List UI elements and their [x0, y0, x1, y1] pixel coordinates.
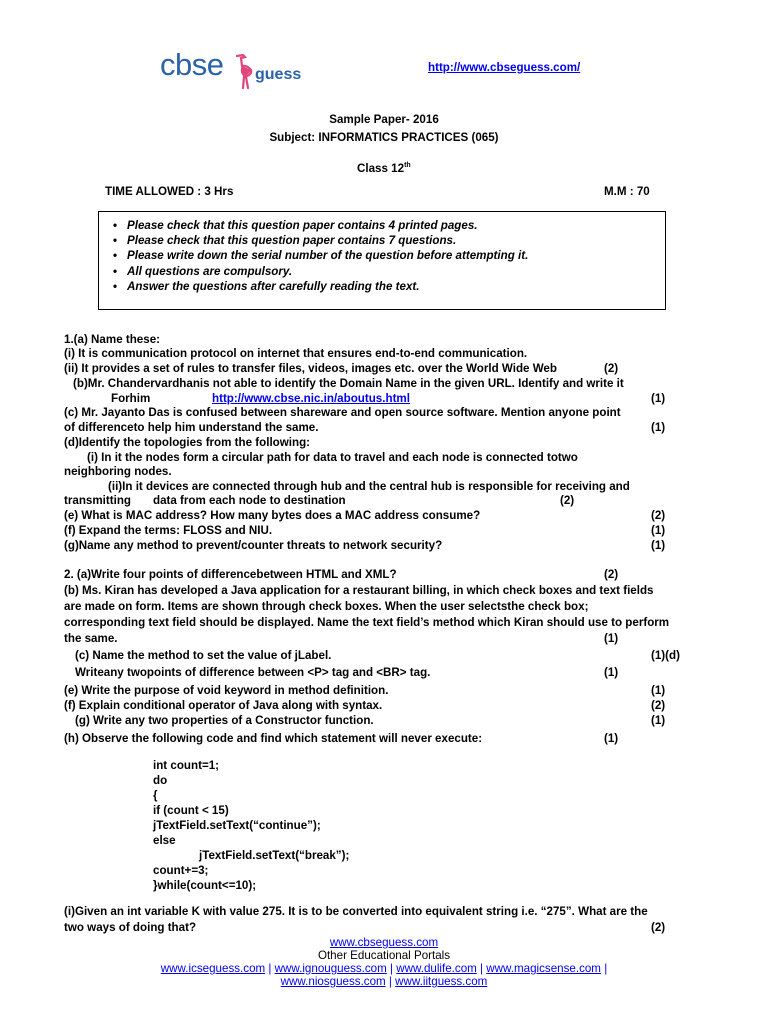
q2-d-marks: (1) [604, 666, 619, 679]
q1-c-marks: (1) [651, 421, 666, 434]
instruction-item: • Please write down the serial number of the question before attempting it. [127, 248, 665, 263]
q2-b-marks: (1) [604, 632, 619, 645]
footer-link[interactable]: www.icseguess.com [160, 962, 266, 975]
q1-d-marks: (2) [560, 494, 575, 507]
footer-separator: | [476, 962, 487, 975]
q1-d-ii-line2: transmitting [64, 494, 131, 507]
q1-g: (g)Name any method to prevent/counter threats to network security? [64, 539, 443, 552]
code-line: do [153, 774, 168, 787]
footer-link[interactable]: www.niosguess.com [280, 975, 386, 988]
code-line: int count=1; [153, 759, 220, 772]
q2-h-marks: (1) [604, 732, 619, 745]
q2-b-line2: are made on form. Items are shown through check boxes. When the user selectsthe check box; [64, 600, 589, 613]
code-line: { [153, 789, 158, 802]
q1-f: (f) Expand the terms: FLOSS and NIU. [64, 524, 273, 537]
q1-c-line2: of differenceto help him understand the same. [64, 421, 319, 434]
q2-f-marks: (2) [651, 699, 666, 712]
q2-d: Writeany twopoints of difference between <P> tag and <BR> tag. [75, 666, 431, 679]
max-marks: M.M : 70 [604, 185, 650, 198]
paper-subject: Subject: INFORMATICS PRACTICES (065) [269, 131, 499, 144]
footer-site [0, 936, 768, 949]
q1-d-head: (d)Identify the topologies from the following: [64, 436, 311, 449]
q2-e: (e) Write the purpose of void keyword in method definition. [64, 684, 389, 697]
q1-c-line1: (c) Mr. Jayanto Das is confused between shareware and open source software. Mention anyone point [64, 406, 621, 419]
code-line: else [153, 834, 176, 847]
q1-a-i: (i) It is communication protocol on internet that ensures end-to-end communication. [64, 347, 528, 360]
instruction-item: • Please check that this question paper contains 7 questions. [127, 233, 665, 248]
code-line: count+=3; [153, 864, 209, 877]
footer-site-link[interactable]: www.cbseguess.com [329, 936, 439, 949]
q1-b-url-link[interactable]: http://www.cbse.nic.in/aboutus.html [212, 392, 410, 405]
code-line: }while(count<=10); [153, 879, 257, 892]
footer-links-row-1 [0, 962, 768, 975]
q2-b-line4: the same. [64, 632, 118, 645]
q2-b-line3: corresponding text field should be displayed. Name the text field’s method which Kiran should use to perform [64, 616, 670, 629]
q1-b-line1: (b)Mr. Chandervardhanis not able to identify the Domain Name in the given URL. Identify and write it [73, 377, 624, 390]
footer-separator: | [265, 962, 275, 975]
footer-links-row-2 [0, 975, 768, 988]
q2-g-marks: (1) [651, 714, 666, 727]
q1-a-head: 1.(a) Name these: [64, 333, 161, 346]
time-allowed: TIME ALLOWED : 3 Hrs [105, 185, 234, 198]
q1-f-marks: (1) [651, 524, 666, 537]
footer-other-portals: Other Educational Portals [317, 949, 451, 962]
instructions-box [98, 211, 666, 310]
q2-i-marks: (2) [651, 921, 666, 934]
footer-link[interactable]: www.dulife.com [396, 962, 477, 975]
q1-d-ii-line2b: data from each node to destination [153, 494, 346, 507]
code-line: jTextField.setText(“continue”); [153, 819, 321, 832]
q2-c-marks: (1)(d) [651, 649, 680, 662]
logo-text: cbse [160, 47, 224, 82]
q1-b-line2-prefix: Forhim [111, 392, 151, 405]
footer-link[interactable]: www.ignouguess.com [274, 962, 387, 975]
q2-e-marks: (1) [651, 684, 666, 697]
q1-a-marks: (2) [604, 362, 619, 375]
code-line: jTextField.setText(“break”); [199, 849, 350, 862]
q1-g-marks: (1) [651, 539, 666, 552]
paper-class: Class 12th [357, 161, 411, 175]
code-line: if (count < 15) [153, 804, 229, 817]
q1-d-i-line2: neighboring nodes. [64, 465, 172, 478]
instruction-item: • Answer the questions after carefully reading the text. [127, 279, 665, 294]
q2-b-line1: (b) Ms. Kiran has developed a Java application for a restaurant billing, in which check boxes and text fields [64, 584, 654, 597]
q2-f: (f) Explain conditional operator of Java along with syntax. [64, 699, 383, 712]
q2-h: (h) Observe the following code and find which statement will never execute: [64, 732, 483, 745]
q2-a-marks: (2) [604, 568, 619, 581]
q2-i-line1: (i)Given an int variable K with value 275. It is to be converted into equivalent string i.e. “275”. What are the [64, 905, 648, 918]
footer-link[interactable]: www.magicsense.com [486, 962, 601, 975]
footer-separator: | [386, 962, 397, 975]
footer-separator: | [600, 962, 608, 975]
instruction-item: • All questions are compulsory. [127, 264, 665, 279]
q2-i-line2: two ways of doing that? [64, 921, 197, 934]
q1-a-ii: (ii) It provides a set of rules to transfer files, videos, images etc. over the World Wide Web [64, 362, 557, 375]
instruction-item: • Please check that this question paper contains 4 printed pages. [127, 218, 665, 233]
q2-a: 2. (a)Write four points of differencebetween HTML and XML? [64, 568, 397, 581]
header-url-link[interactable]: http://www.cbseguess.com/ [428, 61, 581, 74]
q2-c: (c) Name the method to set the value of jLabel. [75, 649, 332, 662]
footer-separator: | [385, 975, 396, 988]
paper-title: Sample Paper- 2016 [329, 113, 439, 126]
q2-g: (g) Write any two properties of a Constructor function. [75, 714, 374, 727]
q1-d-ii-line1: (ii)In it devices are connected through hub and the central hub is responsible for receiving and [108, 480, 630, 493]
logo-subtext: guess [255, 66, 302, 83]
footer-link[interactable]: www.iitguess.com [395, 975, 488, 988]
q1-e-marks: (2) [651, 509, 666, 522]
q1-b-marks: (1) [651, 392, 666, 405]
q1-d-i-line1: (i) In it the nodes form a circular path for data to travel and each node is connected totwo [87, 451, 578, 464]
q1-e: (e) What is MAC address? How many bytes does a MAC address consume? [64, 509, 481, 522]
